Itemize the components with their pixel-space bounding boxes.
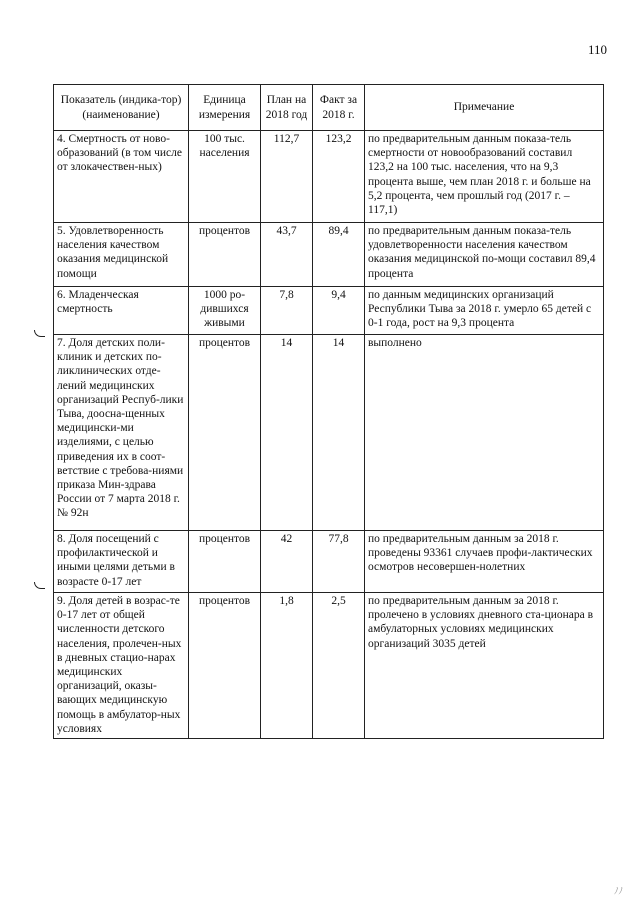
header-unit: Единица измерения <box>189 85 261 131</box>
header-fact: Факт за 2018 г. <box>313 85 365 131</box>
fact-cell: 9,4 <box>313 287 365 335</box>
plan-cell: 14 <box>261 335 313 531</box>
margin-tick-mark <box>34 330 45 337</box>
fact-cell: 14 <box>313 335 365 531</box>
indicator-cell: 8. Доля посещений с профилактической и иными целями детьми в возрасте 0-17 лет <box>54 531 189 593</box>
plan-cell: 42 <box>261 531 313 593</box>
unit-cell: процентов <box>189 223 261 287</box>
plan-cell: 7,8 <box>261 287 313 335</box>
margin-tick-mark <box>34 582 45 589</box>
table-row <box>54 223 604 287</box>
fact-cell: 89,4 <box>313 223 365 287</box>
fact-cell: 123,2 <box>313 131 365 223</box>
note-cell: по предварительным данным показа-тель смертности от новообразований составил 123,2 на 100 тыс. населения, что на 9,3 процента выше, чем план 2018 г. и больше на 5,2 процента, чем прошлый год (2017 г. – 117,1) <box>365 131 604 223</box>
page-number: 110 <box>588 42 608 57</box>
table-row <box>54 287 604 335</box>
indicator-cell: 5. Удовлетворенность населения качеством оказания медицинской помощи <box>54 223 189 287</box>
note-cell: по предварительным данным показа-тель удовлетворенности населения качеством оказания медицинской по-мощи составил 89,4 процента <box>365 223 604 287</box>
note-cell: выполнено <box>365 335 604 531</box>
indicator-cell: 9. Доля детей в возрас-те 0-17 лет от общей численности детского населения, пролечен-ных в дневных стацио-нарах медицинских организаций, оказы-вающих медицинскую помощь в амбулатор-ных условиях <box>54 593 189 739</box>
header-note: Примечание <box>365 85 604 131</box>
fact-cell: 2,5 <box>313 593 365 739</box>
unit-cell: процентов <box>189 335 261 531</box>
table-row <box>54 593 604 739</box>
note-cell: по предварительным данным за 2018 г. проведены 93361 случаев профи-лактических осмотров несовершен-нолетних <box>365 531 604 593</box>
header-plan: План на 2018 год <box>261 85 313 131</box>
indicator-cell: 6. Младенческая смертность <box>54 287 189 335</box>
table-row <box>54 531 604 593</box>
fact-cell: 77,8 <box>313 531 365 593</box>
note-cell: по предварительным данным за 2018 г. пролечено в условиях дневного ста-ционара в амбулаторных условиях медицинских организаций 3035 детей <box>365 593 604 739</box>
indicator-cell: 7. Доля детских поли-клиник и детских по-ликлинических отде-лений медицинских организаций Респуб-лики Тыва, дооснa-щенных медицински-ми изделиями, с целью приведения их в соот-ветствие с требова-ниями приказа Мин-здрава России от 7 марта 2018 г. № 92н <box>54 335 189 531</box>
plan-cell: 112,7 <box>261 131 313 223</box>
plan-cell: 43,7 <box>261 223 313 287</box>
unit-cell: 100 тыс. населения <box>189 131 261 223</box>
header-indicator: Показатель (индика-тор) (наименование) <box>54 85 189 131</box>
table-header-row <box>54 85 604 131</box>
unit-cell: процентов <box>189 531 261 593</box>
note-cell: по данным медицинских организаций Республики Тыва за 2018 г. умерло 65 детей с 0-1 года, рост на 9,3 процента <box>365 287 604 335</box>
plan-cell: 1,8 <box>261 593 313 739</box>
indicators-table <box>53 84 604 739</box>
scan-smudge: ﾉﾉ <box>614 886 624 896</box>
table-row <box>54 131 604 223</box>
table-row <box>54 335 604 531</box>
unit-cell: процентов <box>189 593 261 739</box>
indicator-cell: 4. Смертность от ново-образований (в том числе от злокачествен-ных) <box>54 131 189 223</box>
unit-cell: 1000 ро-дившихся живыми <box>189 287 261 335</box>
